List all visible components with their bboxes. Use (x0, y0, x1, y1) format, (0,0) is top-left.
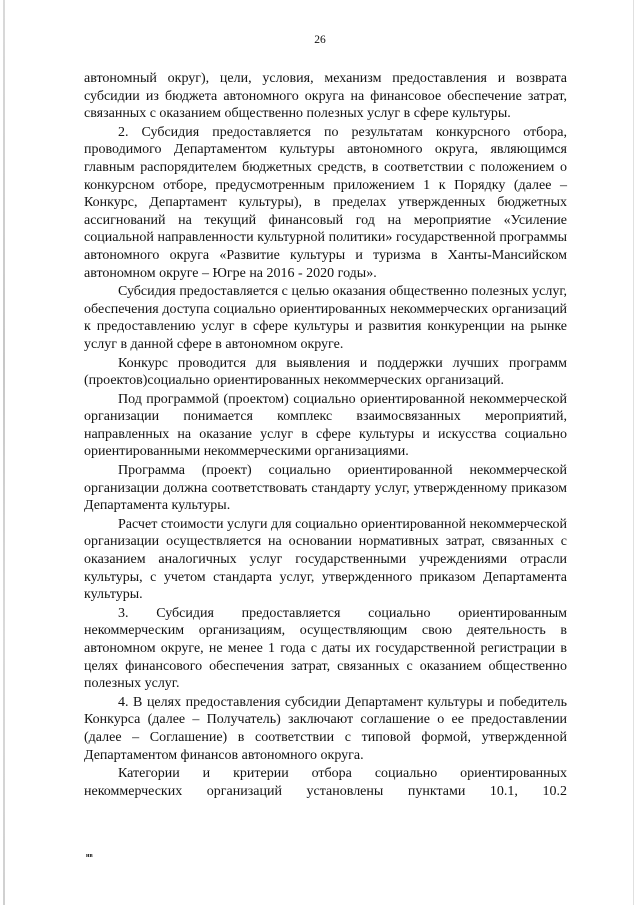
paragraph-10: Категории и критерии отбора социально ориентированных некоммерческих организаций установлены пунктами 10.1, 10.2 (84, 766, 567, 799)
paragraph-2: 2. Субсидия предоставляется по результатам конкурсного отбора, проводимого Департаментом культуры автономного округа, являющимся главным распорядителем бюджетных средств, в соответствии с положением о конкурсном отборе, предусмотренным приложением 1 к Порядку (далее – Конкурс, Департамент культуры), в пределах утвержденных бюджетных ассигнований на текущий финансовый год на мероприятие «Усиление социальной направленности культурной политики» государственной программы автономного округа «Развитие культуры и туризма в Ханты-Мансийском автономном округе – Югре на 2016 - 2020 годы». (84, 124, 567, 281)
page-number: 26 (314, 34, 326, 46)
paragraph-5: Под программой (проектом) социально ориентированной некоммерческой организации понимается комплекс взаимосвязанных мероприятий, направленных на оказание услуг в сфере культуры и искусства социально ориентированными некоммерческими организациями. (84, 391, 567, 460)
scan-edge-right (633, 0, 634, 905)
paragraph-3: Субсидия предоставляется с целью оказания общественно полезных услуг, обеспечения доступа социально ориентированных некоммерческих организаций к предоставлению услуг в сфере культуры и развития конкуренции на рынке услуг в данной сфере в автономном округе. (84, 284, 567, 352)
paragraph-9: 4. В целях предоставления субсидии Департамент культуры и победитель Конкурса (далее – Получатель) заключают соглашение о ее предоставлении (далее – Соглашение) в соответствии с типовой формой, утвержденной Департаментом финансов автономного округа. (84, 694, 567, 763)
paragraph-1: автономный округ), цели, условия, механизм предоставления и возврата субсидии из бюджета автономного округа на финансовое обеспечение затрат, связанных с оказанием общественно полезных услуг в сфере культуры. (84, 71, 567, 122)
document-body (84, 70, 567, 801)
paragraph-6: Программа (проект) социально ориентированной некоммерческой организации должна соответствовать стандарту услуг, утвержденному приказом Департамента культуры. (84, 463, 567, 514)
paragraph-8: 3. Субсидия предоставляется социально ориентированным некоммерческим организациям, осуществляющим свою деятельность в автономном округе, не менее 1 года с даты их государственной регистрации в целях финансового обеспечения затрат, связанных с оказанием общественно полезных услуг. (84, 605, 567, 692)
scan-edge-left (3, 0, 5, 905)
paragraph-4: Конкурс проводится для выявления и поддержки лучших программ (проектов)социально ориентированных некоммерческих организаций. (84, 355, 567, 389)
paragraph-7: Расчет стоимости услуги для социально ориентированной некоммерческой организации осуществляется на основании нормативных затрат, связанных с оказанием аналогичных услуг государственными учреждениями отрасли культуры, с учетом стандарта услуг, утвержденного приказом Департамента культуры. (84, 516, 567, 603)
footer-mark: нв (86, 853, 93, 859)
